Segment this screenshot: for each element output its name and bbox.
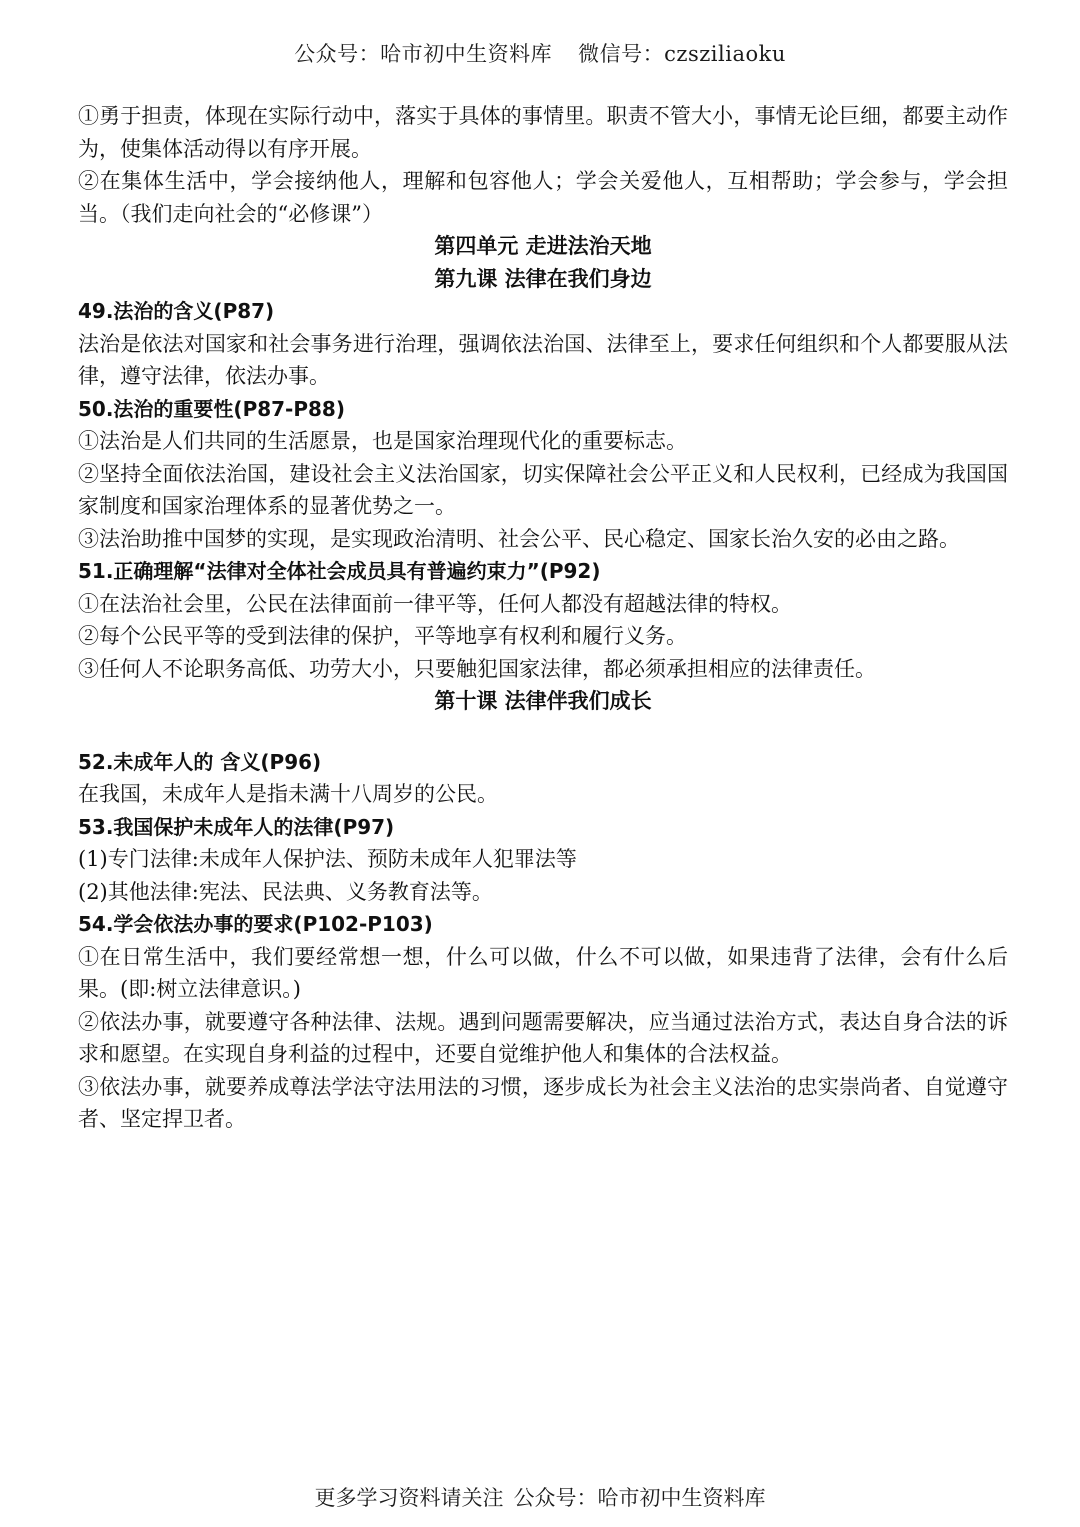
paragraph: ③任何人不论职务高低、功劳大小，只要触犯国家法律，都必须承担相应的法律责任。 xyxy=(78,656,876,681)
header-account: 公众号：哈市初中生资料库 xyxy=(294,42,553,66)
paragraph: ②在集体生活中，学会接纳他人，理解和包容他人；学会关爱他人，互相帮助；学会参与，学会担当。（我们走向社会的“必修课”） xyxy=(78,169,1008,226)
section-heading: 54.学会依法办事的要求(P102-P103) xyxy=(78,912,433,936)
paragraph: ①勇于担责，体现在实际行动中，落实于具体的事情里。职责不管大小，事情无论巨细，都要主动作为，使集体活动得以有序开展。 xyxy=(78,104,1008,161)
page-footer xyxy=(0,1482,1080,1512)
paragraph: ②依法办事，就要遵守各种法律、法规。遇到问题需要解决，应当通过法治方式，表达自身合法的诉求和愿望。在实现自身利益的过程中，还要自觉维护他人和集体的合法权益。 xyxy=(78,1009,1008,1066)
footer-prompt: 更多学习资料请关注 xyxy=(314,1486,504,1510)
lesson-title: 第十课 法律伴我们成长 xyxy=(434,689,652,713)
paragraph: ③法治助推中国梦的实现，是实现政治清明、社会公平、民心稳定、国家长治久安的必由之路。 xyxy=(78,526,960,551)
page-header xyxy=(0,38,1080,68)
document-body xyxy=(78,100,1008,1136)
paragraph: ①法治是人们共同的生活愿景，也是国家治理现代化的重要标志。 xyxy=(78,429,687,453)
paragraph: ②坚持全面依法治国，建设社会主义法治国家，切实保障社会公平正义和人民权利，已经成为我国国家制度和国家治理体系的显著优势之一。 xyxy=(78,461,1008,518)
paragraph: 在我国，未成年人是指未满十八周岁的公民。 xyxy=(78,782,498,806)
paragraph: (2)其他法律:宪法、民法典、义务教育法等。 xyxy=(78,879,493,904)
paragraph: ②每个公民平等的受到法律的保护，平等地享有权利和履行义务。 xyxy=(78,624,687,648)
section-heading: 52.未成年人的 含义(P96) xyxy=(78,749,322,774)
unit-title: 第四单元 走进法治天地 xyxy=(434,234,652,258)
section-heading: 50.法治的重要性(P87-P88) xyxy=(78,396,345,421)
paragraph: 法治是依法对国家和社会事务进行治理，强调依法治国、法律至上，要求任何组织和个人都要服从法律，遵守法律，依法办事。 xyxy=(78,331,1008,388)
paragraph: ③依法办事，就要养成尊法学法守法用法的习惯，逐步成长为社会主义法治的忠实崇尚者、自觉遵守者、坚定捍卫者。 xyxy=(78,1074,1008,1131)
blank-line xyxy=(78,718,1008,746)
paragraph: (1)专门法律:未成年人保护法、预防未成年人犯罪法等 xyxy=(78,847,577,871)
paragraph: ①在日常生活中，我们要经常想一想，什么可以做，什么不可以做，如果违背了法律，会有什么后果。(即:树立法律意识。) xyxy=(78,944,1008,1001)
section-heading: 51.正确理解“法律对全体社会成员具有普遍约束力”(P92) xyxy=(78,559,601,583)
section-heading: 49.法治的含义(P87) xyxy=(78,299,275,323)
section-heading: 53.我国保护未成年人的法律(P97) xyxy=(78,814,395,839)
footer-account: 公众号：哈市初中生资料库 xyxy=(513,1486,766,1510)
lesson-title: 第九课 法律在我们身边 xyxy=(434,266,652,291)
header-wechat-id: 微信号：czsziliaoku xyxy=(578,42,786,66)
paragraph: ①在法治社会里，公民在法律面前一律平等，任何人都没有超越法律的特权。 xyxy=(78,591,792,616)
